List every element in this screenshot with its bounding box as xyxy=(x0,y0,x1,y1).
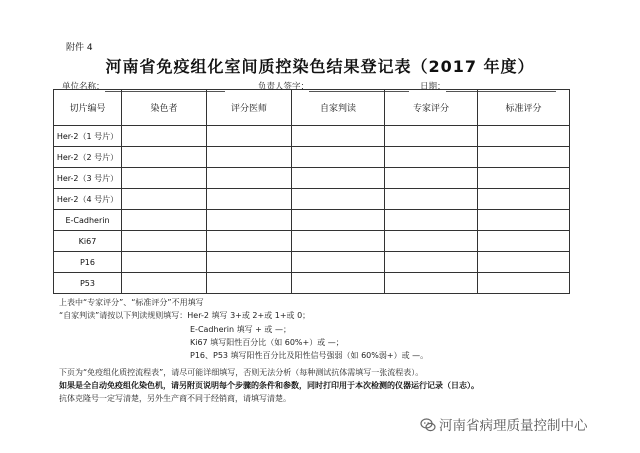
table-cell[interactable] xyxy=(207,210,292,231)
table-cell[interactable] xyxy=(478,252,570,273)
table-cell[interactable] xyxy=(385,147,478,168)
table-cell[interactable] xyxy=(122,252,207,273)
row-label: Her-2（3 号片） xyxy=(54,168,122,189)
table-cell[interactable] xyxy=(207,147,292,168)
table-cell[interactable] xyxy=(385,210,478,231)
row-label: P16 xyxy=(54,252,122,273)
table-cell[interactable] xyxy=(292,147,385,168)
table-row xyxy=(54,189,570,210)
header-self-interpretation: 自家判读 xyxy=(292,90,385,126)
note-line: 上表中“专家评分”、“标准评分”不用填写 xyxy=(59,298,204,307)
note-line: 下页为“免疫组化质控流程表”，请尽可能详细填写，否则无法分析（每种测试抗体需填写一张流程表）。 xyxy=(59,368,424,377)
table-cell[interactable] xyxy=(207,189,292,210)
table-row xyxy=(54,231,570,252)
table-cell[interactable] xyxy=(207,168,292,189)
table-cell[interactable] xyxy=(207,231,292,252)
table-row xyxy=(54,126,570,147)
table-cell[interactable] xyxy=(292,189,385,210)
table-cell[interactable] xyxy=(122,168,207,189)
table-cell[interactable] xyxy=(292,210,385,231)
note-line: 抗体克隆号一定写清楚，另外生产商不同于经销商，请填写清楚。 xyxy=(59,394,291,403)
row-label: Ki67 xyxy=(54,231,122,252)
table-cell[interactable] xyxy=(292,252,385,273)
table-cell[interactable] xyxy=(478,168,570,189)
person-signature-label: 负责人签字： xyxy=(258,82,310,92)
table-cell[interactable] xyxy=(385,231,478,252)
table-row xyxy=(54,252,570,273)
header-standard-score: 标准评分 xyxy=(478,90,570,126)
row-label: P53 xyxy=(54,273,122,294)
page-title: 河南省免疫组化室间质控染色结果登记表（2017 年度） xyxy=(105,57,535,76)
table-cell[interactable] xyxy=(478,147,570,168)
row-label: Her-2（4 号片） xyxy=(54,189,122,210)
header-slide-number: 切片编号 xyxy=(54,90,122,126)
table-header-row xyxy=(54,90,570,126)
table-row xyxy=(54,147,570,168)
note-line: E-Cadherin 填写 + 或 —； xyxy=(190,325,291,334)
table-cell[interactable] xyxy=(122,147,207,168)
wechat-icon xyxy=(420,417,436,433)
table-cell[interactable] xyxy=(207,273,292,294)
note-line: Ki67 填写阳性百分比（如 60%+）或 —； xyxy=(190,338,344,347)
table-cell[interactable] xyxy=(292,126,385,147)
watermark-text: 河南省病理质量控制中心 xyxy=(439,418,588,434)
table-cell[interactable] xyxy=(122,189,207,210)
note-line-bold: 如果是全自动免疫组化染色机，请另附页说明每个步骤的条件和参数，同时打印用于本次检测的仪器运行记录（日志）。 xyxy=(59,381,479,390)
note-line: “自家判读”请按以下判读规则填写：Her-2 填写 3+或 2+或 1+或 0； xyxy=(59,311,311,320)
table-cell[interactable] xyxy=(207,252,292,273)
watermark xyxy=(420,414,588,434)
attachment-label: 附件 4 xyxy=(66,43,93,53)
results-table xyxy=(53,89,570,294)
table-cell[interactable] xyxy=(292,168,385,189)
table-cell[interactable] xyxy=(478,273,570,294)
row-label: Her-2（2 号片） xyxy=(54,147,122,168)
table-cell[interactable] xyxy=(478,210,570,231)
table-row xyxy=(54,210,570,231)
table-cell[interactable] xyxy=(292,273,385,294)
table-cell[interactable] xyxy=(122,231,207,252)
row-label: Her-2（1 号片） xyxy=(54,126,122,147)
table-cell[interactable] xyxy=(385,189,478,210)
table-cell[interactable] xyxy=(385,126,478,147)
table-cell[interactable] xyxy=(478,126,570,147)
header-stainer: 染色者 xyxy=(122,90,207,126)
table-cell[interactable] xyxy=(478,231,570,252)
table-cell[interactable] xyxy=(478,189,570,210)
unit-name-label: 单位名称： xyxy=(62,82,105,92)
table-cell[interactable] xyxy=(385,252,478,273)
table-row xyxy=(54,168,570,189)
table-cell[interactable] xyxy=(385,273,478,294)
header-expert-score: 专家评分 xyxy=(385,90,478,126)
table-cell[interactable] xyxy=(207,126,292,147)
date-label: 日期： xyxy=(420,82,446,92)
table-cell[interactable] xyxy=(122,126,207,147)
header-scoring-physician: 评分医师 xyxy=(207,90,292,126)
table-cell[interactable] xyxy=(292,231,385,252)
note-line: P16、P53 填写阳性百分比及阳性信号强弱（如 60%弱+）或 —。 xyxy=(190,351,429,360)
table-cell[interactable] xyxy=(122,210,207,231)
table-row xyxy=(54,273,570,294)
table-cell[interactable] xyxy=(122,273,207,294)
row-label: E-Cadherin xyxy=(54,210,122,231)
table-cell[interactable] xyxy=(385,168,478,189)
